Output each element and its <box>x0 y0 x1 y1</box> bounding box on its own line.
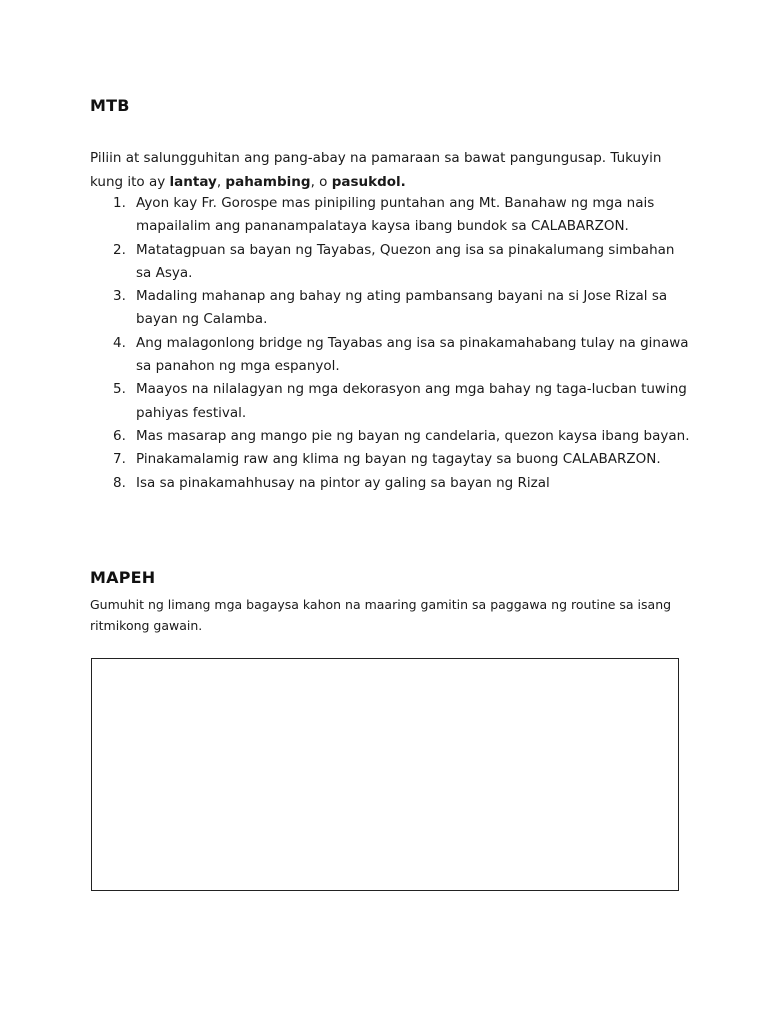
item-text: Ang malagonlong bridge ng Tayabas ang isa sa pinakamahabang tulay na ginawa sa panahon ng mga espanyol. <box>136 334 689 375</box>
item-number: 7. <box>113 451 126 468</box>
term-lantay: lantay <box>169 173 217 190</box>
list-item <box>90 472 690 495</box>
list-item <box>90 425 690 448</box>
drawing-box[interactable] <box>91 658 679 891</box>
list-item <box>90 448 690 471</box>
separator-2: , o <box>310 173 332 190</box>
item-number: 8. <box>113 474 126 491</box>
item-text: Ayon kay Fr. Gorospe mas pinipiling puntahan ang Mt. Banahaw ng mga nais mapailalim ang pananampalataya kaysa ibang bundok sa CALABARZON. <box>136 195 655 235</box>
mtb-heading: MTB <box>90 96 130 115</box>
list-item <box>90 378 690 425</box>
mtb-item-list <box>90 192 690 495</box>
mapeh-heading: MAPEH <box>90 568 156 587</box>
item-number: 5. <box>113 381 126 398</box>
list-item <box>90 192 690 239</box>
item-number: 6. <box>113 427 126 444</box>
list-item <box>90 239 690 286</box>
list-item <box>90 332 690 379</box>
item-number: 1. <box>113 195 126 211</box>
term-pasukdol: pasukdol. <box>331 173 406 190</box>
list-item <box>90 285 690 332</box>
item-number: 3. <box>113 288 126 305</box>
item-text: Isa sa pinakamahhusay na pintor ay galing sa bayan ng Rizal <box>136 474 550 491</box>
separator-1: , <box>216 173 226 190</box>
instruction-text: Piliin at salungguhitan ang pang-abay na pamaraan sa bawat pangungusap. Tukuyin kung ito ay <box>90 150 662 190</box>
item-number: 2. <box>113 241 126 258</box>
item-number: 4. <box>113 334 126 351</box>
item-text: Maayos na nilalagyan ng mga dekorasyon ang mga bahay ng taga-lucban tuwing pahiyas festival. <box>136 381 687 421</box>
item-text: Mas masarap ang mango pie ng bayan ng candelaria, quezon kaysa ibang bayan. <box>136 427 690 444</box>
item-text: Madaling mahanap ang bahay ng ating pambansang bayani na si Jose Rizal sa bayan ng Calamba. <box>136 288 668 328</box>
mtb-instructions <box>90 147 690 194</box>
item-text: Pinakamalamig raw ang klima ng bayan ng tagaytay sa buong CALABARZON. <box>136 451 661 468</box>
term-pahambing: pahambing <box>225 173 311 190</box>
item-text: Matatagpuan sa bayan ng Tayabas, Quezon ang isa sa pinakalumang simbahan sa Asya. <box>136 241 675 281</box>
mapeh-instructions: Gumuhit ng limang mga bagaysa kahon na maaring gamitin sa paggawa ng routine sa isang ritmikong gawain. <box>90 597 672 633</box>
